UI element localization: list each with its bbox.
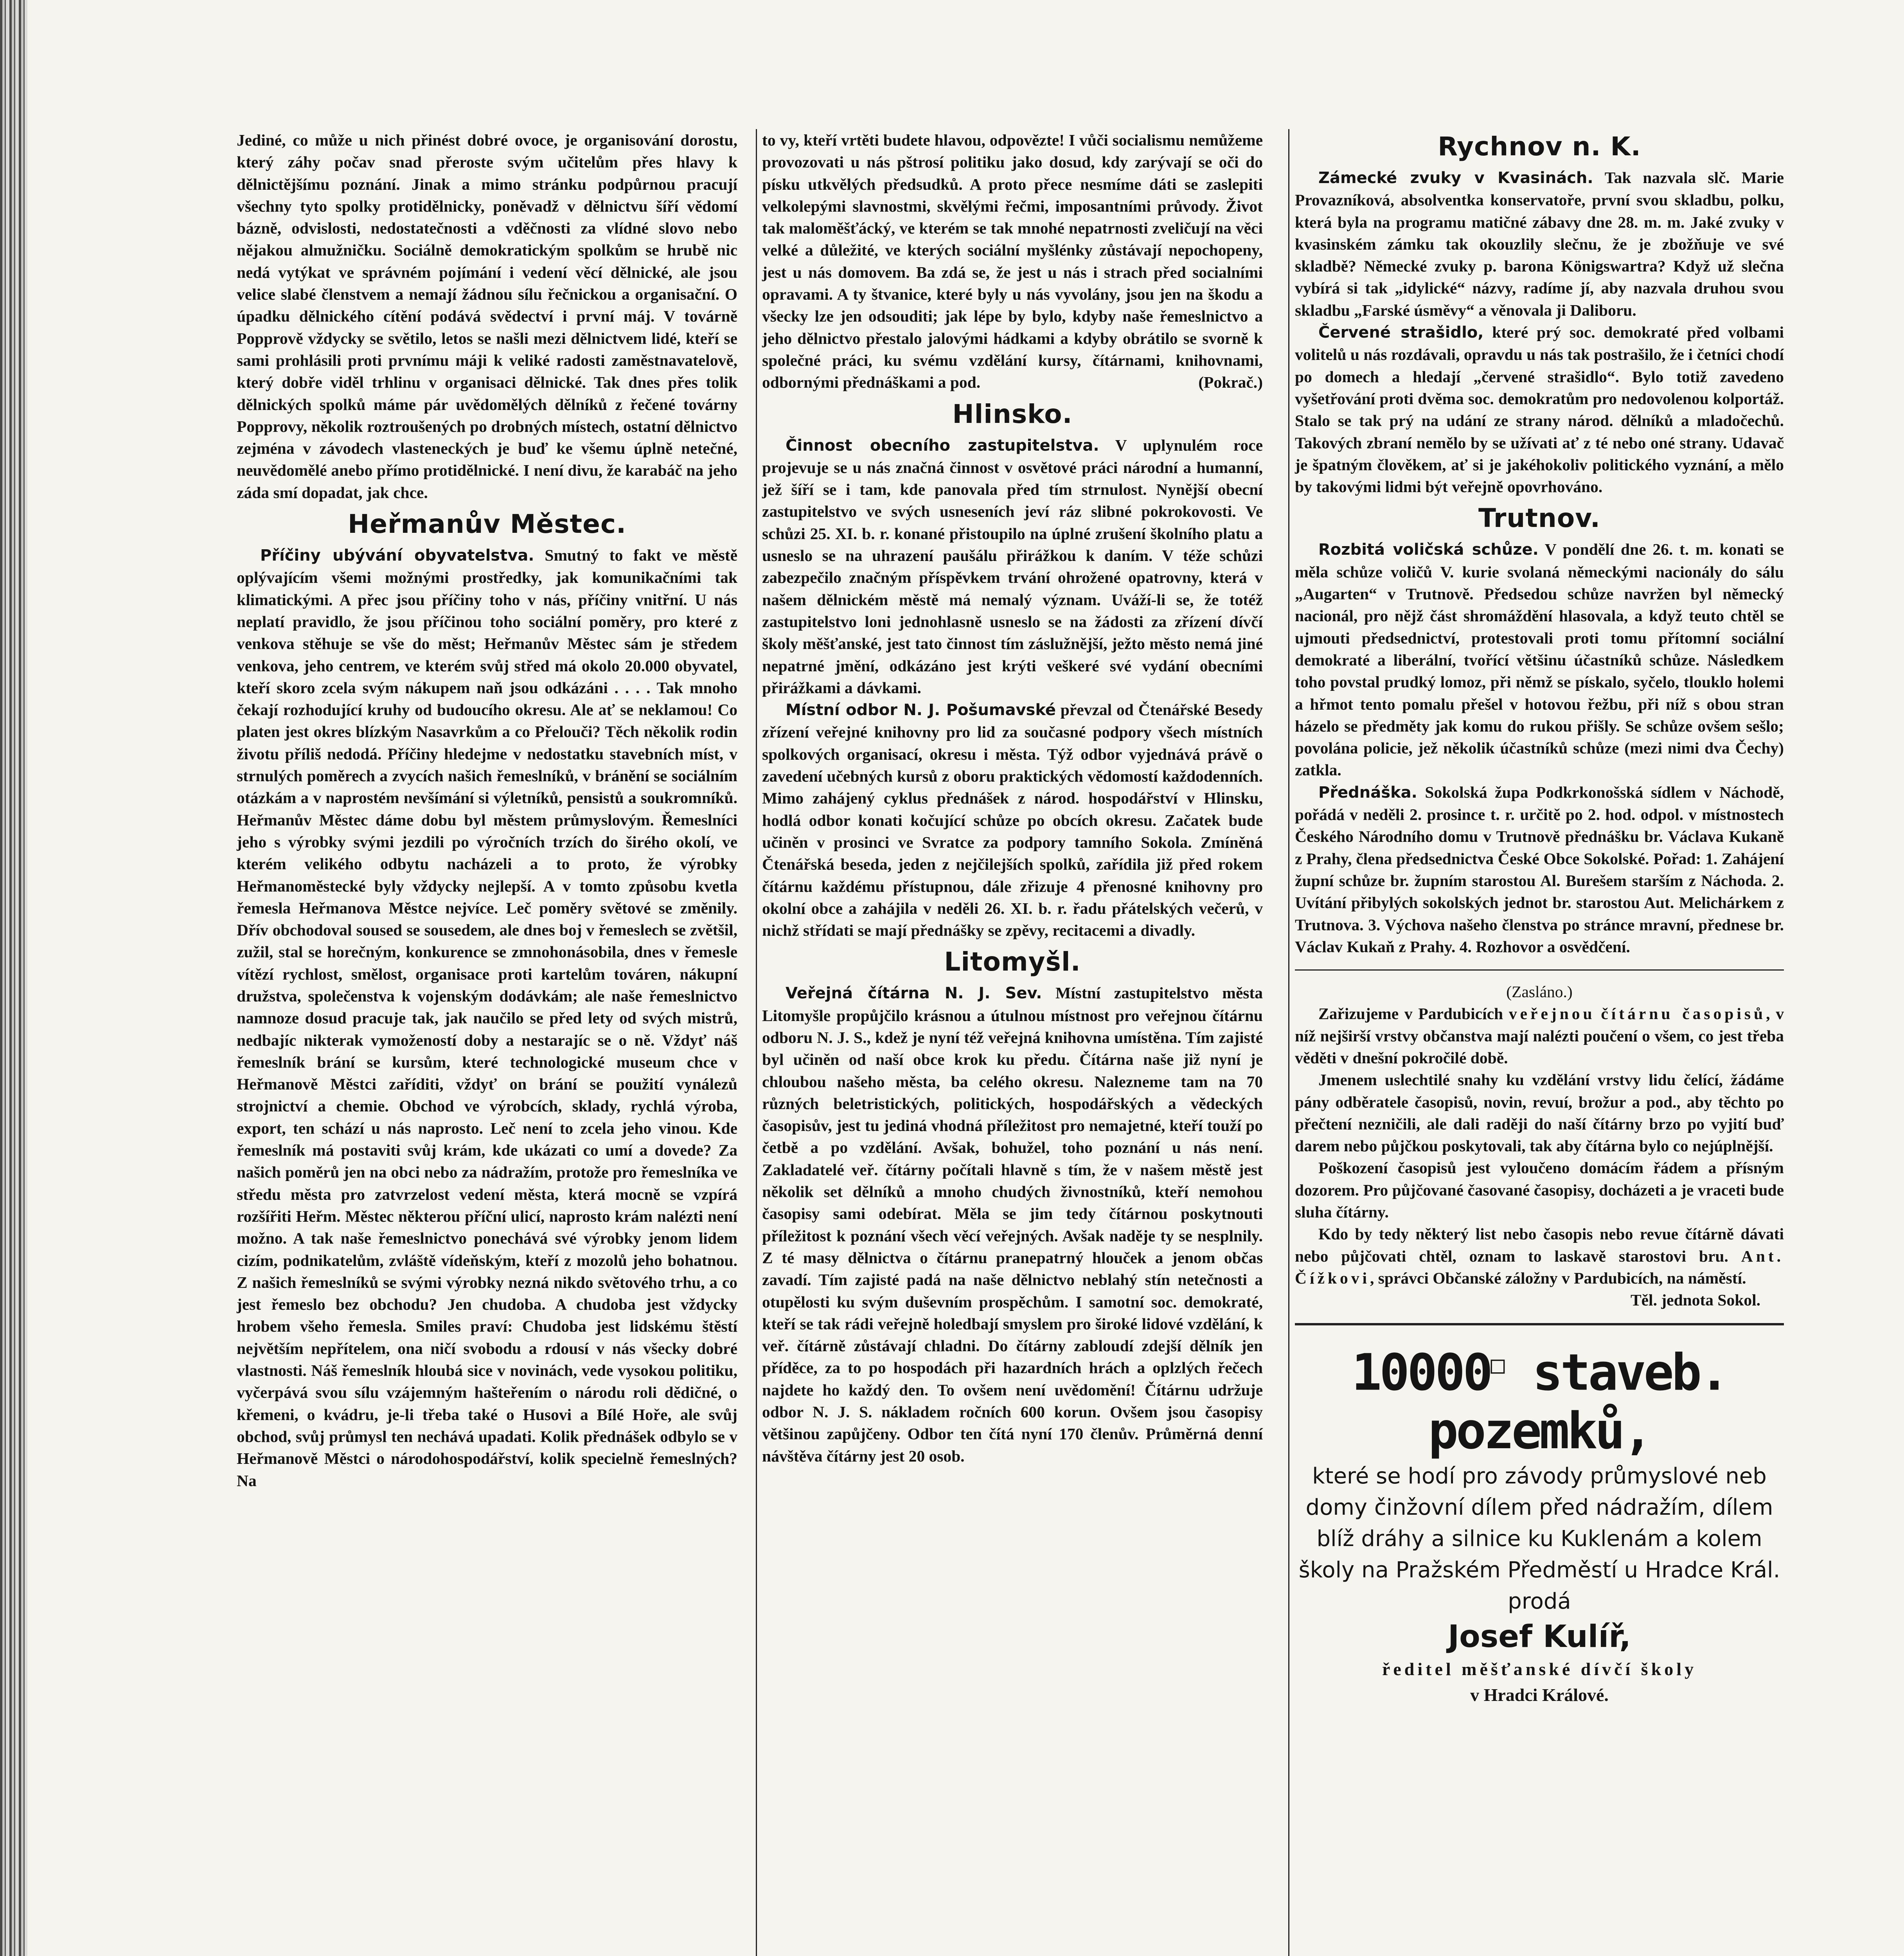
town-heading-hermanuv-mestec: Heřmanův Městec.	[347, 509, 627, 539]
column-3	[1295, 129, 1784, 1708]
paragraph-continuation: Jediné, co může u nich přinést dobré ovoce, je organisování dorostu, který záhy počav snad přeroste svým učitelům přes hlavy k dělnictějšímu poznání. Jinak a mimo stránku podpůrnou pracují všechny tyto spolky protidělnicky, poněvadž v dělnictvu šíří vědomí bázně, odvislosti, nedostatečnosti a vděčnosti za vlídné slovo nebo nějakou almužničku. Sociálně demokratickým spolkům se hrubě nic nedá vytýkat ve správném pojímání i vedení věcí dělnické, ale jsou velice slabé členstvem a nemají žádnou sílu řečnickou a organisační. O úpadku dělnického cítění podává svědectví i první máj. V továrně Popprově vždycky se světilo, letos se našli mezi dělnictvem lidé, kteří se sami prohlásili proti prvnímu máji k veliké radosti zaměstnavatelově, který dobře viděl trhlinu v organisaci dělnické. Tak dnes přes tolik dělnických spolků máme pár uvědomělých dělníků z řečené továrny Popprovy, několik roztroušených po drobných místech, ostatní dělnictvo zejména v závodech vlasteneckých je buď ke všemu úplně netečné, neuvědomělé anebo přímo protidělnické. I není divu, že karabáč na jeho záda smí dopadat, jak chce.	[237, 131, 737, 502]
article-lead: Činnost obecního zastupitelstva.	[786, 436, 1099, 455]
paragraph-continuation	[762, 129, 1263, 394]
article-council	[762, 434, 1263, 699]
town-heading-litomysl: Litomyšl.	[944, 947, 1081, 977]
column-rule-1	[756, 129, 757, 1956]
zaslano-paragraph-2: Jmenem uslechtilé snahy ku vzdělání vrstvy lidu čelící, žádáme pány odběratele časopisů, novin, revuí, brožur a pod., aby těchto po přečtení nezničili, ale dali raději do naší čítárny brzo po vyjití buď darem nebo půjčkou poskytovali, tak aby čítárna bylo co nejúplnější.	[1295, 1071, 1784, 1155]
zaslano-text: , správci Občanské záložny v Pardubicích, na náměstí.	[1370, 1269, 1746, 1287]
zaslano-paragraph-4	[1295, 1223, 1784, 1289]
zaslano-text: , v níž nejširší vrstvy občanstva mají nalézti poučení o všem, co jest třeba věděti v dnešní pokročilé době.	[1295, 1005, 1784, 1067]
article-body: V uplynulém roce projevuje se u nás značná činnost v osvětové práci národní a humanní, jež šíří se i tam, kde panovala před tím strnulost. Nynější obecní zastupitelstvo ve svých usneseních jeví ráz slibné pokrokovosti. Ve schůzi 25. XI. b. r. konané přistoupilo na úplné zrušení školního platu a usneslo se na uhrazení paušálu přirážkou k daním. V téže schůzi zabezpečilo značným příspěvkem trvání ohrožené opatrovny, která v našem dělnickém městě má nemalý význam. Uváží-li se, že totéž zastupitelstvo loni jednohlasně usneslo se na žádosti za zřízení dívčí školy měšťanské, jest tato činnost tím záslužnější, ježto město nemá jiné nepatrné jmění, odkázáno jest krýti veškeré své vydání obecními přirážkami a dávkami.	[762, 436, 1263, 697]
emphasis-spaced: čítárnu časopisů	[1601, 1005, 1766, 1023]
zaslano-text: Kdo by tedy některý list nebo časopis nebo revue čítárně dávati nebo půjčovati chtěl, oznam to laskavě starostovi bru.	[1295, 1225, 1784, 1265]
article-red-ghost	[1295, 321, 1784, 498]
advert-headline-text: staveb. pozemků,	[1428, 1343, 1727, 1461]
advert-number: 10000	[1352, 1343, 1491, 1402]
town-heading-hlinsko: Hlinsko.	[952, 399, 1073, 429]
article-reading-room	[762, 982, 1263, 1467]
article-lead: Veřejná čítárna N. J. Sev.	[786, 984, 1042, 1003]
column-2	[762, 129, 1263, 1467]
emphasis-spaced: Ant. Čížkovi	[1295, 1247, 1784, 1287]
article-lead: Zámecké zvuky v Kvasinách.	[1318, 169, 1593, 187]
article-broken-meeting	[1295, 538, 1784, 781]
zaslano-paragraph-1	[1295, 1003, 1784, 1069]
zaslano-paragraph-3: Poškození časopisů jest vyloučeno domácím řádem a přísným dozorem. Pro půjčované časované časopisy, docházeti a je vraceti bude sluha čítárny.	[1295, 1159, 1784, 1221]
article-local-branch	[762, 699, 1263, 941]
section-divider	[1295, 969, 1784, 971]
town-heading-rychnov: Rychnov n. K.	[1438, 131, 1641, 162]
article-lead: Rozbitá voličská schůze.	[1318, 541, 1539, 559]
article-body: Tak nazvala slč. Marie Provazníková, absolventka konservatoře, první svou skladbu, polku, která byla na programu matičné zábavy dne 28. m. m. Jaké zvuky v kvasinském zámku tak okouzlily slečnu, že je zbožňuje ve své skladbě? Německé zvuky p. barona Königswartra? Když už slečna vybírá si tak „idylické“ názvy, radíme jí, aby nazvala druhou svou skladbu „Farské úsměvy“ a věnovala ji Daliboru.	[1295, 169, 1784, 319]
column-rule-2	[1288, 129, 1289, 1956]
zaslano-text: Zařizujeme v Pardubicích	[1318, 1005, 1503, 1023]
article-lead: Příčiny ubývání obyvatelstva.	[260, 547, 534, 565]
advert-seller-title: ředitel měšťanské dívčí školy	[1382, 1659, 1697, 1679]
column-1	[237, 129, 737, 1492]
advert-seller-name: Josef Kulíř,	[1448, 1619, 1631, 1655]
article-lead: Přednáška.	[1318, 783, 1417, 802]
article-population	[237, 544, 737, 1492]
zaslano-heading: (Zasláno.)	[1506, 983, 1573, 1001]
article-lead: Místní odbor N. J. Pošumavské	[786, 701, 1056, 719]
article-lead: Červené strašidlo,	[1318, 324, 1484, 342]
article-body: které prý soc. demokraté před volbami volitelů u nás rozdávali, opravdu u nás tak postrašilo, že i četníci chodí po domech a hledají „červené strašidlo“. Bylo totiž zavedeno vyšetřování proti dvěma soc. demokratům pro nedovolenou kolportáž. Stalo se tak prý na udání ze strany národ. dělníků a mladočechů. Takových zbraní nemělo by se užívati ať z té nebo oné strany. Udavač je špatným člověkem, ať si je jakéhokoliv politického vyznání, a mělo by takovými lidmi být veřejně opovrhováno.	[1295, 323, 1784, 496]
article-body: V pondělí dne 26. t. m. konati se měla schůze voličů V. kurie svolaná německými nacionály do sálu „Augarten“ v Trutnově. Předsedou schůze navržen byl německý nacionál, pro nějž část shromáždění hlasovala, a když teuto chtěl se ujmouti předsednictví, protestovali proti tomu přítomní sociální demokraté a liberální, tvořící většinu účastníků schůze. Následkem toho povstal prudký lomoz, při němž se pískalo, syčelo, tlouklo holemi a hřmot tento pomalu přešel v hotovou řežbu, při níž s obou stran házelo se předměty jak komu do rukou přišly. Se schůze ovšem sešlo; povolána policie, jež několik účastníků schůze (mezi nimi dva Čechy) zatkla.	[1295, 540, 1784, 779]
ad-divider	[1295, 1323, 1784, 1325]
square-unit-icon: □	[1490, 1351, 1505, 1379]
advert-body: které se hodí pro závody průmyslové neb domy činžovní dílem před nádražím, dílem blíž dráhy a silnice ku Kuklenám a kolem školy na Pražském Předměstí u Hradce Král. prodá	[1298, 1463, 1780, 1614]
advert-seller-place: v Hradci Králové.	[1470, 1685, 1609, 1705]
article-body: převzal od Čtenářské Besedy zřízení veřejné knihovny pro lid za současné podpory všech místních spolkových organisací, okresu i města. Týž odbor vyjednává právě o zavedení učebných kursů z oboru praktických vědomostí každodenních. Mimo zahájený cyklus přednášek z národ. hospodářství v Hlinsku, hodlá odbor konati kočující schůze po obcích okresu. Začatek bude učiněn v prosinci ve Svratce za podpory tamního Sokola. Zmíněná Čtenářská beseda, jeden z nejčilejších spolků, zařídila již před rokem čítárnu každému přístupnou, dále zřizuje 4 přenosné knihovny pro okolní obce a zahájila v neděli 26. XI. b. r. řadu přátelských večerů, v nichž střídati se mají přednášky se zpěvy, recitacemi a divadly.	[762, 701, 1263, 940]
town-heading-trutnov: Trutnov.	[1478, 503, 1600, 534]
continued-note: (Pokrač.)	[1198, 373, 1263, 392]
article-lecture	[1295, 781, 1784, 958]
article-body: Smutný to fakt ve městě oplývajícím všemi možnými prostředky, jak komunikačními tak klimatickými. A přec jsou příčiny toho v nás, příčiny vnitřní. U nás neplatí pravidlo, že jsou příčinou toho sociální poměry, pro které z venkova stěhuje se vše do měst; Heřmanův Městec sám je středem venkova, jeho centrem, ve kterém svůj střed má okolo 20.000 obyvatel, kteří skoro zcela svým nákupem naň jsou odkázáni . . . . Tak mnoho čekají rozhodující kruhy od budoucího okresu. Ale ať se neklamou! Co platen jest okres blízkým Nasavrkům a co Přelouči? Těch několik rodin životu příliš nedodá. Příčiny hledejme v nedostatku stavebních míst, v strnulých poměrech a zvycích našich řemeslníků, v bránění se sociálním otázkám a v naprostém nevšímání si výletníků, pensistů a soukromníků. Heřmanův Městec dáme dobu byl městem průmyslovým. Řemeslníci jeho s výrobky svými jezdili po výročních trzích do širého okolí, ve kterém velikého odbytu nacházeli a to proto, že výrobky Heřmanoměstecké byly vždycky nejlepší. A v tomto způsobu kvetla řemesla Heřmanova Městce nejvíce. Leč poměry světové se změnily. Dřív obchodoval soused se sousedem, ale dnes boj v řemeslech se zvětšil, zužil, stal se horečným, konkurence se zmnohonásobila, dnes v řemesle vítězí rychlost, smělost, organisace proti kartelům továren, nákupní družstva, společenstva k vojenským dodávkám; ale naše řemeslnictvo namnoze dosud pracuje tak, jak naučilo se před lety od svých mistrů, nedbajíc nikterak vymožeností doby a nestarajíc se o ně. Vždyť náš řemeslník brání se kursům, které technologické museum chce v Heřmanově Městci zaříditi, vždyť on brání se použití vynálezů strojnictví a chemie. Obchod ve výrobcích, sklady, rychlá výroba, export, ten schází u nás naprosto. Leč není to zcela jeho vinou. Kde řemeslník má postaviti svůj krám, kde ukázati co umí a dovede? Za našich poměrů jen na obci nebo za nádražím, protože pro řemeslníka ve středu města pro zatvrzelost vedení města, která mocně se vzpírá rozšířiti Heřm. Městec některou příční ulicí, naprosto krám nalézti není možno. A tak naše řemeslnictvo ponechává své výrobky jenom lidem cizím, podnikatelům, zvláště vídeňským, kteří z mozolů jeho bohatnou. Z našich řemeslníků se svými výrobky nezná nikdo světového trhu, a co jest řemeslo bez obchodu? Jen chudoba. A chudoba jest vždycky hrobem všeho řemesla. Smiles praví: Chudoba jest lidskému štěstí největším nepřítelem, ona ničí svobodu a rdousí v nás všecky dobré vlastnosti. Náš řemeslník hloubá sice v novinách, vede vysokou politiku, vyčerpává svou sílu vzájemným hašteřením o národu roli dědičné, o křemeni, o kvádru, je-li třeba také o Husovi a Bílé Hoře, ale svůj obchod, svůj průmysl ten nechává upadati. Kolik přednášek odbylo se v Heřmanově Městci o národohospodářství, kolik specielně řemeslných? Na	[237, 546, 737, 1490]
article-body: Sokolská župa Podkrkonošská sídlem v Náchodě, pořádá v neděli 2. prosince t. r. určitě po 2. hod. odpol. v místnostech Českého Národního domu v Trutnově přednášku br. Václava Kukaně z Prahy, člena předsednictva České Obce Sokolské. Pořad: 1. Zahájení župní schůze br. župním starostou Al. Burešem starším z Náchoda. 2. Uvítání přibylých sokolských jednot br. starostou Aut. Melichárkem z Trutnova. 3. Výchova našeho členstva po stránce mravní, přednese br. Václav Kukaň z Prahy. 4. Rozhovor a osvědčení.	[1295, 783, 1784, 956]
advert-headline	[1295, 1336, 1784, 1461]
paragraph-text: to vy, kteří vrtěti budete hlavou, odpovězte! I vůči socialismu nemůžeme provozovati u nás pštrosí politiku jako dosud, kdy zarývají se oči do písku utkvělých předsudků. A proto přece nesmíme dáti se zaslepiti velkolepými slavnostmi, skvělými řečmi, imposantními průvody. Život tak maloměšťácký, ve kterém se tak mnohé nepatrnosti zveličují na věci velké a důležité, ve kterých sociální myšlénky zůstávají nepochopeny, jest u nás domovem. Ba zdá se, že jest u nás i strach před socialními opravami. A ty štvanice, které byly u nás vyvolány, jsou jen na škodu a všecky lze jen odsouditi; jak lépe by bylo, kdyby naše řemeslnictvo a jeho dělnictvo přestalo jalovými hádkami a kdyby obrátilo se svorně k společné práci, ku svému vzdělání kursy, čítárnami, knihovnami, odbornými přednáškami a pod.	[762, 131, 1263, 392]
emphasis-spaced: veřejnou	[1508, 1005, 1595, 1023]
article-body: Místní zastupitelstvo města Litomyšle propůjčilo krásnou a útulnou místnost pro veřejnou čítárnu odboru N. J. S., kdež je nyní též veřejná knihovna umístěna. Tím zajisté byl učiněn od naší obce krok ku předu. Čítárna naše již nyní je chloubou našeho města, ba celého okresu. Nalezneme tam na 70 různých beletristických, politických, hospodářských a vědeckých časopisův, jest tu jediná vhodná příležitost pro nemajetné, kteří touží po četbě a po vzdělání. Avšak, bohužel, toho poznání u nás není. Zakladatelé veř. čítárny počítali hlavně s tím, že v našem městě jest několik set dělníků a mnoho chudých živnostníků, kteří nemohou časopisy sami odebírat. Měla se jim tedy čítárnou poskytnouti příležitost k poznání všech věcí veřejných. Avšak naděje ty se nesplnily. Z té masy dělnictva o čítárnu pranepatrný hlouček a jenom občas zavadí. Tím zajisté padá na naše dělnictvo neblahý stín netečnosti a otupělosti ku svým duševním prospěchům. I samotní soc. demokraté, kteří se tak rádi veřejně holedbají smyslem pro široké lidové vzdělání, k veř. čítárně zůstávají chladni. Do čítárny zabloudí zdejší dělník jen příděce, za to po hospodách při hazardních hrách a oplzlých řečech najdete ho každý den. To ovšem není uvědomění! Čítárnu udržuje odbor N. J. S. nákladem ročních 600 korun. Ovšem jsou časopisy většinou zapůjčeny. Odbor ten čítá nyní 170 členův. Průměrná denní návštěva čítárny jest 20 osob.	[762, 984, 1263, 1465]
article-castle-sounds	[1295, 167, 1784, 321]
zaslano-signature: Těl. jednota Sokol.	[1630, 1291, 1760, 1309]
page-binding-edge	[0, 0, 27, 1956]
